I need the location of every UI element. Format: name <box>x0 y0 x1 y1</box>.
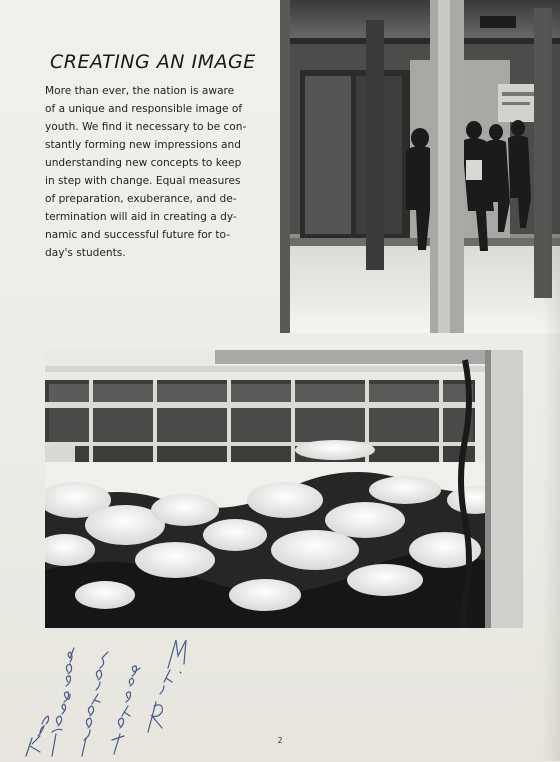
page-title: CREATING AN IMAGE <box>50 50 256 73</box>
paragraph-line: of a unique and responsible image of <box>45 103 243 115</box>
paragraph-line: day's students. <box>45 247 126 259</box>
page-number: 2 <box>277 736 283 745</box>
handwritten-signature <box>18 628 188 758</box>
paragraph-line: of preparation, exuberance, and de- <box>45 193 237 205</box>
photo-snowy-shrubs <box>45 350 523 628</box>
intro-paragraph <box>45 82 273 262</box>
photo-school-entrance <box>280 0 560 333</box>
paragraph-line: termination will aid in creating a dy- <box>45 211 237 223</box>
entrance-photo-illustration <box>280 0 560 333</box>
paragraph-line: in step with change. Equal measures <box>45 175 241 187</box>
paragraph-line: More than ever, the nation is aware <box>45 85 235 97</box>
paragraph-line: namic and successful future for to- <box>45 229 231 241</box>
paragraph-line: youth. We find it necessary to be con- <box>45 121 247 133</box>
paragraph-line: stantly forming new impressions and <box>45 139 241 151</box>
shrubs-photo-illustration <box>45 350 523 628</box>
paragraph-line: understanding new concepts to keep <box>45 157 242 169</box>
signature-scribble <box>18 628 188 758</box>
